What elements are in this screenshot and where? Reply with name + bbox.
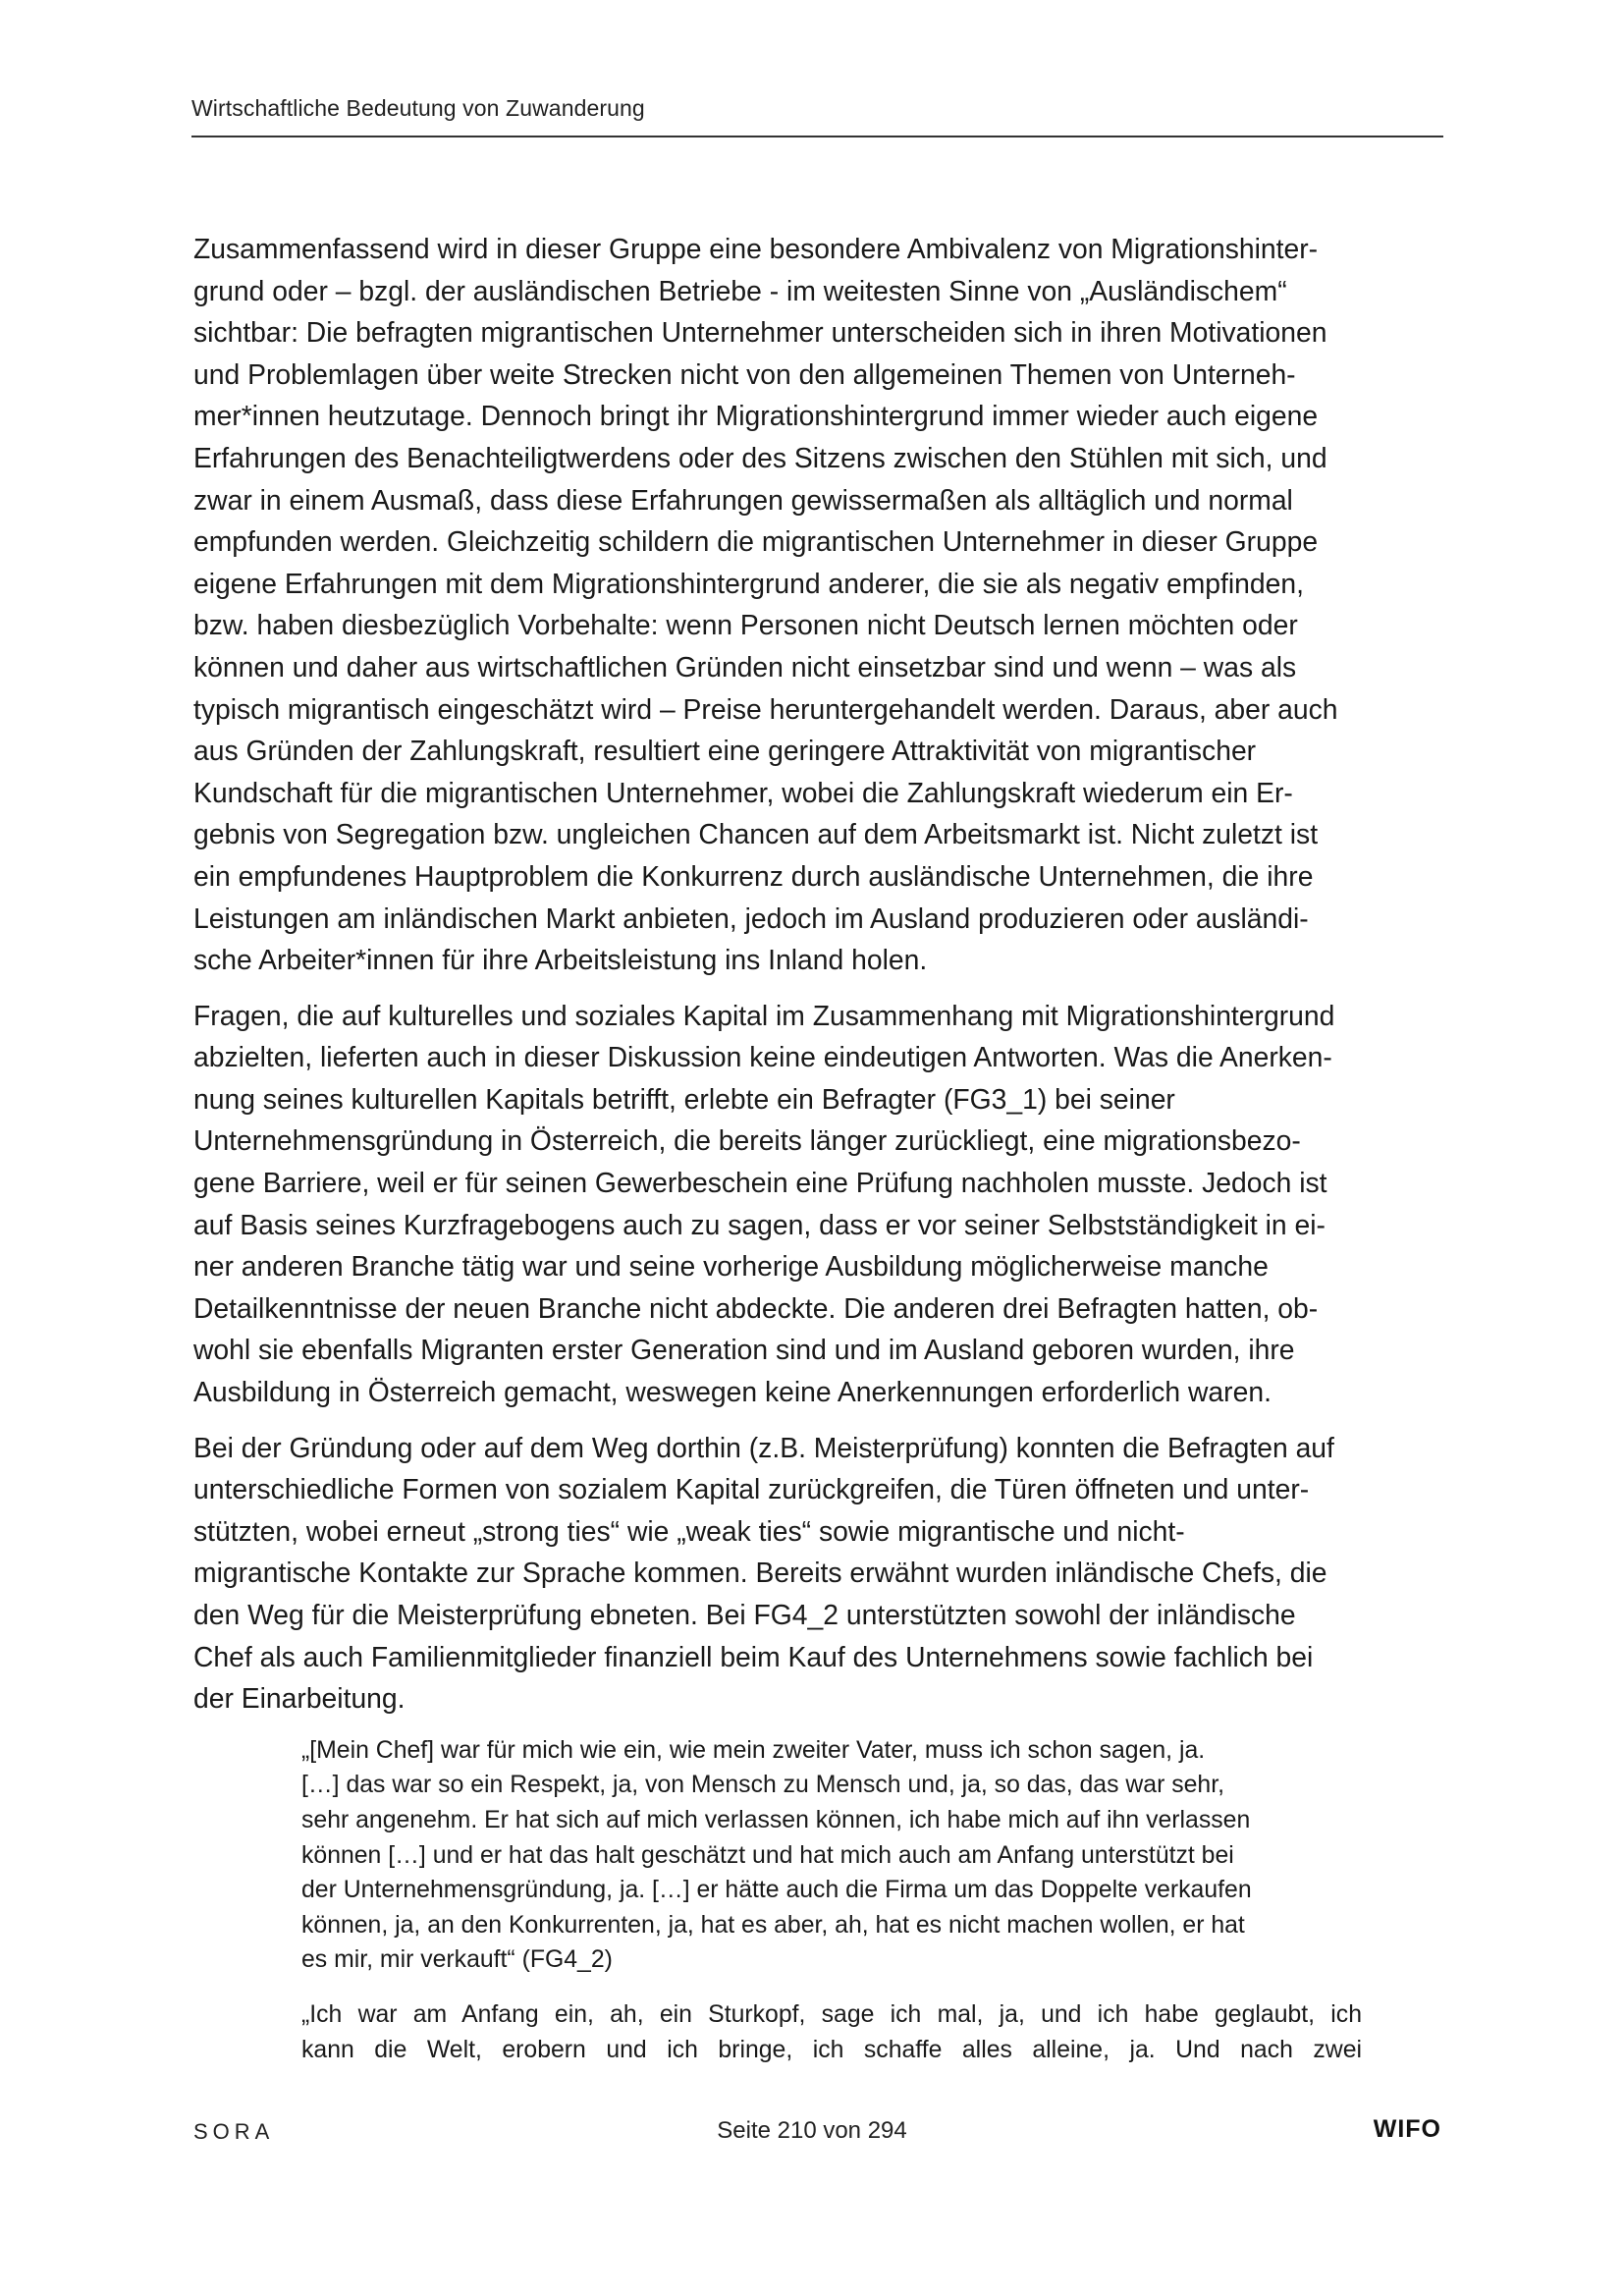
quote-line: sehr angenehm. Er hat sich auf mich verlassen können, ich habe mich auf ihn verlassen (301, 1806, 1251, 1833)
text-line: Zusammenfassend wird in dieser Gruppe eine besondere Ambivalenz von Migrationshinter- (193, 233, 1319, 264)
quote-line: „Ich war am Anfang ein, ah, ein Sturkopf, sage ich mal, ja, und ich habe geglaubt, ich (301, 2000, 1362, 2028)
text-line: eigene Erfahrungen mit dem Migrationshintergrund anderer, die sie als negativ empfinden, (193, 567, 1304, 599)
block-quote-sturkopf (301, 1997, 1362, 2067)
block-quote-chef (301, 1733, 1362, 1978)
text-line: ein empfundenes Hauptproblem die Konkurrenz durch ausländische Unternehmen, die ihre (193, 859, 1314, 892)
quote-line: „[Mein Chef] war für mich wie ein, wie mein zweiter Vater, muss ich schon sagen, ja. (301, 1736, 1206, 1764)
text-line: sichtbar: Die befragten migrantischen Unternehmer unterscheiden sich in ihren Motivationen (193, 316, 1327, 349)
text-line: Detailkenntnisse der neuen Branche nicht abdeckte. Die anderen drei Befragten hatten, ob- (193, 1291, 1319, 1324)
text-line: Fragen, die auf kulturelles und soziales Kapital im Zusammenhang mit Migrationshintergrund (193, 999, 1335, 1031)
running-header: Wirtschaftliche Bedeutung von Zuwanderung (191, 95, 645, 121)
text-line: Kundschaft für die migrantischen Unternehmer, wobei die Zahlungskraft wiederum ein Er- (193, 776, 1293, 808)
text-line: der Einarbeitung. (193, 1682, 406, 1715)
quote-line: können […] und er hat das halt geschätzt und hat mich auch am Anfang unterstützt bei (301, 1841, 1234, 1869)
quote-line: der Unternehmensgründung, ja. […] er hätte auch die Firma um das Doppelte verkaufen (301, 1877, 1252, 1904)
quote-line: können, ja, an den Konkurrenten, ja, hat es aber, ah, hat es nicht machen wollen, er hat (301, 1911, 1245, 1939)
text-line: Chef als auch Familienmitglieder finanziell beim Kauf des Unternehmens sowie fachlich bei (193, 1640, 1314, 1672)
paragraph-cultural-capital (193, 995, 1435, 1413)
text-line: gebnis von Segregation bzw. ungleichen Chancen auf dem Arbeitsmarkt ist. Nicht zuletzt ist (193, 818, 1319, 850)
header-rule (191, 136, 1443, 137)
text-line: Leistungen am inländischen Markt anbieten, jedoch im Ausland produzieren oder ausländi- (193, 902, 1309, 934)
text-line: bzw. haben diesbezüglich Vorbehalte: wenn Personen nicht Deutsch lernen möchten oder (193, 609, 1298, 641)
text-line: und Problemlagen über weite Strecken nicht von den allgemeinen Themen von Unterneh- (193, 357, 1296, 390)
text-line: zwar in einem Ausmaß, dass diese Erfahrungen gewissermaßen als alltäglich und normal (193, 483, 1293, 516)
text-line: gene Barriere, weil er für seinen Gewerbeschein eine Prüfung nachholen musste. Jedoch ist (193, 1167, 1327, 1199)
text-line: Ausbildung in Österreich gemacht, weswegen keine Anerkennungen erforderlich waren. (193, 1376, 1272, 1408)
text-line: grund oder – bzgl. der ausländischen Betriebe - im weitesten Sinne von „Ausländischem“ (193, 274, 1287, 306)
footer-sora-logo: SORA (193, 2119, 275, 2144)
text-line: Bei der Gründung oder auf dem Weg dorthin (z.B. Meisterprüfung) konnten die Befragten auf (193, 1431, 1334, 1463)
text-line: aus Gründen der Zahlungskraft, resultiert eine geringere Attraktivität von migrantischer (193, 735, 1257, 767)
body-text (193, 228, 1435, 2087)
text-line: empfunden werden. Gleichzeitig schildern die migrantischen Unternehmer in dieser Gruppe (193, 525, 1319, 558)
text-line: nung seines kulturellen Kapitals betrifft, erlebte ein Befragter (FG3_1) bei seiner (193, 1082, 1175, 1115)
page-number: Seite 210 von 294 (717, 2117, 907, 2144)
text-line: können und daher aus wirtschaftlichen Gründen nicht einsetzbar sind und wenn – was als (193, 650, 1297, 683)
text-line: wohl sie ebenfalls Migranten erster Generation sind und im Ausland geboren wurden, ihre (193, 1334, 1295, 1366)
quote-line: […] das war so ein Respekt, ja, von Mensch zu Mensch und, ja, so das, das war sehr, (301, 1772, 1224, 1799)
text-line: auf Basis seines Kurzfragebogens auch zu sagen, dass er vor seiner Selbstständigkeit in ei- (193, 1208, 1326, 1240)
text-line: ner anderen Branche tätig war und seine vorherige Ausbildung möglicherweise manche (193, 1250, 1269, 1283)
text-line: mer*innen heutzutage. Dennoch bringt ihr Migrationshintergrund immer wieder auch eigene (193, 400, 1319, 432)
quote-line: es mir, mir verkauft“ (FG4_2) (301, 1946, 613, 1974)
text-line: abzielten, lieferten auch in dieser Diskussion keine eindeutigen Antworten. Was die Anerken- (193, 1041, 1332, 1073)
text-line: sche Arbeiter*innen für ihre Arbeitsleistung ins Inland holen. (193, 944, 928, 976)
text-line: Erfahrungen des Benachteiligtwerdens oder des Sitzens zwischen den Stühlen mit sich, und (193, 441, 1327, 473)
text-line: unterschiedliche Formen von sozialem Kapital zurückgreifen, die Türen öffneten und unter- (193, 1473, 1310, 1505)
text-line: den Weg für die Meisterprüfung ebneten. Bei FG4_2 unterstützten sowohl der inländische (193, 1599, 1296, 1630)
text-line: migrantische Kontakte zur Sprache kommen. Bereits erwähnt wurden inländische Chefs, die (193, 1557, 1327, 1589)
paragraph-summary (193, 228, 1435, 981)
text-line: stützten, wobei erneut „strong ties“ wie „weak ties“ sowie migrantische und nicht- (193, 1514, 1185, 1547)
text-line: Unternehmensgründung in Österreich, die bereits länger zurückliegt, eine migrationsbezo- (193, 1124, 1301, 1157)
text-line: typisch migrantisch eingeschätzt wird – Preise heruntergehandelt werden. Daraus, aber auch (193, 692, 1338, 725)
footer-wifo-logo: WIFO (1373, 2115, 1441, 2143)
quote-line: kann die Welt, erobern und ich bringe, ich schaffe alles alleine, ja. Und nach zwei (301, 2036, 1362, 2063)
paragraph-social-capital (193, 1427, 1435, 1720)
